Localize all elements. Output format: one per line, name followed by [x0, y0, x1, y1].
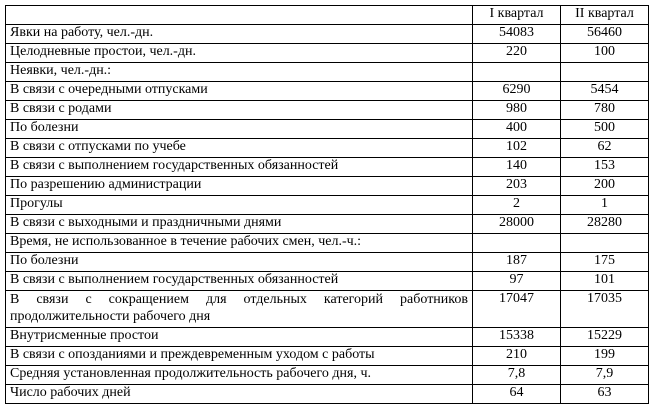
row-q2-value: 175 — [561, 253, 649, 272]
table-row — [6, 177, 649, 196]
row-label: В связи с опозданиями и преждевременным уходом с работы — [6, 347, 473, 366]
row-q2-value: 200 — [561, 177, 649, 196]
row-q1-value — [473, 63, 561, 82]
table-header-row — [6, 6, 649, 25]
row-label: Средняя установленная продолжительность рабочего дня, ч. — [6, 366, 473, 385]
table-section-row — [6, 234, 649, 253]
table-row — [6, 82, 649, 101]
row-label: В связи с выходными и праздничными днями — [6, 215, 473, 234]
table-row — [6, 347, 649, 366]
row-label: По болезни — [6, 120, 473, 139]
row-q2-value: 15229 — [561, 328, 649, 347]
row-label: По болезни — [6, 253, 473, 272]
row-q2-value: 1 — [561, 196, 649, 215]
row-q1-value: 140 — [473, 158, 561, 177]
row-q2-value: 199 — [561, 347, 649, 366]
row-q1-value: 203 — [473, 177, 561, 196]
row-q2-value: 500 — [561, 120, 649, 139]
row-q2-value: 28280 — [561, 215, 649, 234]
row-q1-value: 400 — [473, 120, 561, 139]
work-time-table-container — [5, 5, 649, 404]
row-q2-value: 153 — [561, 158, 649, 177]
row-q1-value: 220 — [473, 44, 561, 63]
row-q2-value: 63 — [561, 385, 649, 404]
row-q2-value — [561, 234, 649, 253]
table-row — [6, 120, 649, 139]
table-row — [6, 25, 649, 44]
row-label: В связи с очередными отпусками — [6, 82, 473, 101]
row-q2-value: 780 — [561, 101, 649, 120]
row-label: Прогулы — [6, 196, 473, 215]
row-label: Явки на работу, чел.-дн. — [6, 25, 473, 44]
row-q2-value: 7,9 — [561, 366, 649, 385]
table-row — [6, 215, 649, 234]
row-q1-value: 17047 — [473, 291, 561, 328]
row-q2-value: 100 — [561, 44, 649, 63]
row-label: В связи с сокращением для отдельных категорий работников продолжительности рабочего дня — [6, 291, 473, 328]
row-q1-value: 97 — [473, 272, 561, 291]
table-row — [6, 253, 649, 272]
work-time-table — [5, 5, 649, 404]
row-q1-value: 980 — [473, 101, 561, 120]
table-row — [6, 101, 649, 120]
table-row — [6, 139, 649, 158]
row-q1-value: 2 — [473, 196, 561, 215]
table-row — [6, 291, 649, 328]
row-label: Число рабочих дней — [6, 385, 473, 404]
table-row — [6, 366, 649, 385]
row-q1-value: 102 — [473, 139, 561, 158]
row-q1-value — [473, 234, 561, 253]
row-q1-value: 15338 — [473, 328, 561, 347]
section-label: Время, не использованное в течение рабочих смен, чел.-ч.: — [6, 234, 473, 253]
row-q2-value: 5454 — [561, 82, 649, 101]
header-label-cell — [6, 6, 473, 25]
row-label: В связи с выполнением государственных обязанностей — [6, 158, 473, 177]
table-section-row — [6, 63, 649, 82]
row-q1-value: 187 — [473, 253, 561, 272]
row-q1-value: 6290 — [473, 82, 561, 101]
row-q1-value: 64 — [473, 385, 561, 404]
row-label: По разрешению администрации — [6, 177, 473, 196]
row-label: В связи с отпусками по учебе — [6, 139, 473, 158]
row-label: В связи с выполнением государственных обязанностей — [6, 272, 473, 291]
header-q1-cell: I квартал — [473, 6, 561, 25]
header-q2-cell: II квартал — [561, 6, 649, 25]
row-q2-value: 101 — [561, 272, 649, 291]
row-q2-value: 62 — [561, 139, 649, 158]
row-label: Целодневные простои, чел.-дн. — [6, 44, 473, 63]
row-q1-value: 28000 — [473, 215, 561, 234]
row-q1-value: 7,8 — [473, 366, 561, 385]
table-row — [6, 272, 649, 291]
table-row — [6, 328, 649, 347]
row-q1-value: 210 — [473, 347, 561, 366]
table-row — [6, 158, 649, 177]
table-row — [6, 44, 649, 63]
row-q2-value — [561, 63, 649, 82]
row-q2-value: 17035 — [561, 291, 649, 328]
row-label: В связи с родами — [6, 101, 473, 120]
table-row — [6, 385, 649, 404]
row-q1-value: 54083 — [473, 25, 561, 44]
row-q2-value: 56460 — [561, 25, 649, 44]
table-row — [6, 196, 649, 215]
row-label: Внутрисменные простои — [6, 328, 473, 347]
section-label: Неявки, чел.-дн.: — [6, 63, 473, 82]
